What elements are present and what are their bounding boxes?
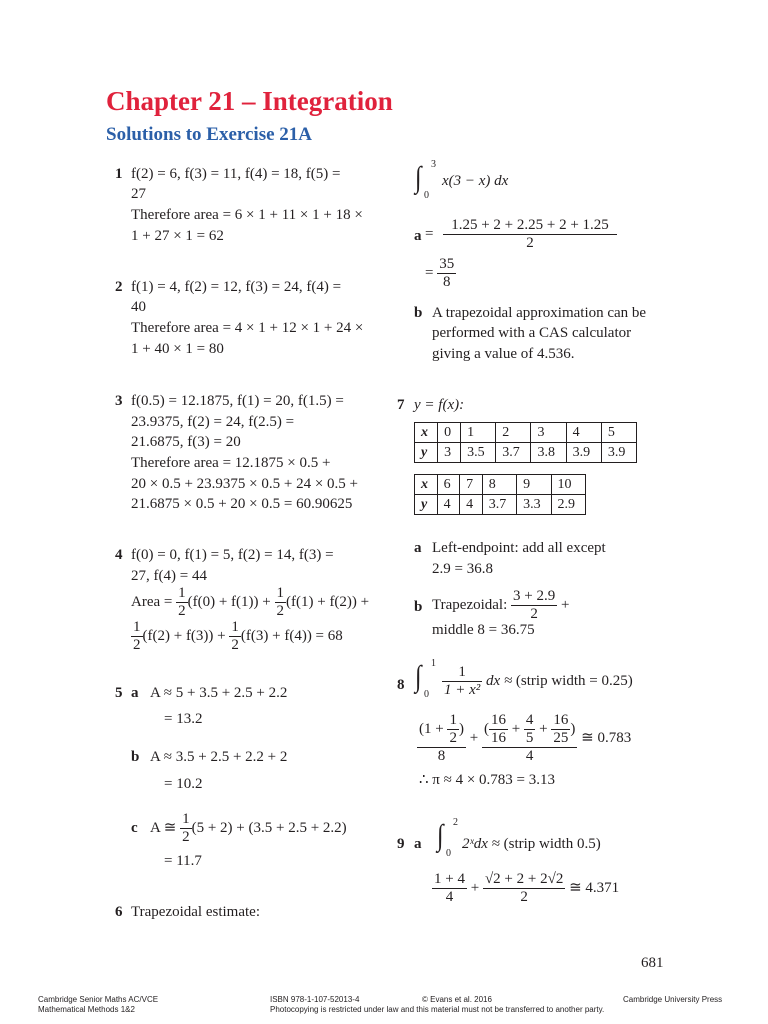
text-line: giving a value of 4.536. <box>432 346 575 362</box>
part-label: a <box>131 685 139 701</box>
table-cell: 0 <box>438 423 461 443</box>
footer-copyright: © Evans et al. 2016 <box>422 995 492 1004</box>
text-line: = 10.2 <box>164 776 203 792</box>
text-line: = $\frac{35}{8}$ <box>425 256 455 291</box>
text-line: Therefore area = 6 × 1 + 11 × 1 + 18 × <box>131 207 363 223</box>
integral-expression: ∫ 2 0 2ˣdx ≈ (strip width 0.5) <box>436 817 601 859</box>
text-line: = 11.7 <box>164 853 202 869</box>
fraction: (1 + $\frac{1}{2}$ ) 8 <box>419 712 464 765</box>
table-cell: 3.7 <box>496 443 531 463</box>
table-cell: x <box>415 423 438 443</box>
fraction: $\frac{√2 + 2 + 2√2}{2}$ <box>484 871 564 906</box>
half-fraction: $\frac{1}{2}$ <box>231 619 239 654</box>
table-cell: 6 <box>437 475 460 495</box>
half-fraction: $\frac{1}{2}$ <box>276 585 284 620</box>
text-line: 21.6875 × 0.5 + 20 × 0.5 = 60.90625 <box>131 496 353 512</box>
text-line: 1 + 40 × 1 = 80 <box>131 341 224 357</box>
text-line: y = f(x): <box>414 397 465 413</box>
table-row <box>415 495 586 515</box>
integral-sign-icon: ∫ <box>414 660 422 693</box>
fraction: $\frac{1.25 + 2 + 2.25 + 2 + 1.25}{2}$ <box>443 217 617 252</box>
table-cell: 10 <box>551 475 585 495</box>
table-cell: 3.7 <box>482 495 516 515</box>
part-label: b <box>414 599 423 615</box>
text-line: 2.9 = 36.8 <box>432 561 493 577</box>
text-line: 1 + 27 × 1 = 62 <box>131 228 224 244</box>
text-line: A ≅ $\frac{1}{2}$ (5 + 2) + (3.5 + 2.5 + 2.2) <box>150 811 347 846</box>
table-cell: 4 <box>460 495 483 515</box>
question-number: 3 <box>115 393 123 409</box>
integral-expression: ∫ 1 0 $\frac{1}{\text{1 + x²}}$ dx ≈ (strip width = 0.25) <box>414 658 633 700</box>
page-number: 681 <box>641 955 664 971</box>
table-row <box>415 475 586 495</box>
table-cell: 4 <box>437 495 460 515</box>
fraction: $\frac{35}{8}$ <box>439 256 455 291</box>
table-cell: 2 <box>496 423 531 443</box>
footer-left-2: Mathematical Methods 1&2 <box>38 1005 135 1014</box>
table-cell: y <box>415 495 438 515</box>
part-label: a <box>414 228 422 244</box>
value-table-2 <box>414 474 586 515</box>
text-line: f(0.5) = 12.1875, f(1) = 20, f(1.5) = <box>131 393 344 409</box>
table-cell: 3.3 <box>517 495 551 515</box>
question-number: 7 <box>397 397 405 413</box>
fraction: ( $\frac{16}{16}$ + $\frac{4}{5}$ + $\frac{16}{25}$ ) 4 <box>483 712 576 765</box>
part-label: c <box>131 820 138 836</box>
table-cell: 8 <box>482 475 516 495</box>
chapter-title: Chapter 21 – Integration <box>106 86 393 116</box>
term: (f(1) + f(2)) + <box>286 594 370 610</box>
text-line: A ≈ 3.5 + 2.5 + 2.2 + 2 <box>150 749 288 765</box>
text-line: f(1) = 4, f(2) = 12, f(3) = 24, f(4) = <box>131 279 342 295</box>
part-label: b <box>414 305 423 321</box>
table-row <box>415 423 637 443</box>
fraction: $\frac{1}{\text{1 + x²}}$ <box>444 664 481 698</box>
text-line: Trapezoidal estimate: <box>131 904 260 920</box>
table-cell: 4 <box>566 423 601 443</box>
question-number: 8 <box>397 677 405 693</box>
table-cell: x <box>415 475 438 495</box>
table-cell: 5 <box>601 423 636 443</box>
text-line: f(0) = 0, f(1) = 5, f(2) = 14, f(3) = <box>131 547 334 563</box>
question-number: 5 <box>115 685 123 701</box>
table-cell: y <box>415 443 438 463</box>
half-fraction: $\frac{1}{2}$ <box>182 811 190 846</box>
text-line: 21.6875, f(3) = 20 <box>131 434 241 450</box>
text-line: ∴ π ≈ 4 × 0.783 = 3.13 <box>419 772 556 788</box>
part-label: b <box>131 749 140 765</box>
question-number: 4 <box>115 547 123 563</box>
text-line: = 13.2 <box>164 711 203 727</box>
text-line: 27 <box>131 186 146 202</box>
exercise-title: Solutions to Exercise 21A <box>106 124 313 145</box>
text-line: A ≈ 5 + 3.5 + 2.5 + 2.2 <box>150 685 288 701</box>
table-cell: 7 <box>460 475 483 495</box>
text-line: Therefore area = 4 × 1 + 12 × 1 + 24 × <box>131 320 364 336</box>
question-number: 1 <box>115 166 123 182</box>
footer-publisher: Cambridge University Press <box>623 995 723 1004</box>
area-label: Area = <box>131 594 173 610</box>
table-cell: 2.9 <box>551 495 585 515</box>
integral-expression: ∫ 3 0 x(3 − x) dx <box>414 159 509 201</box>
text-line: Trapezoidal: $\frac{3 + 2.9}{2}$ + <box>432 588 570 623</box>
footer-isbn: ISBN 978-1-107-52013-4 <box>270 995 360 1004</box>
table-cell: 3.9 <box>601 443 636 463</box>
text-line: Left-endpoint: add all except <box>432 540 606 556</box>
question-number: 6 <box>115 904 123 920</box>
table-row <box>415 443 637 463</box>
area-expression-cont <box>131 616 343 656</box>
table-cell: 1 <box>461 423 496 443</box>
table-cell: 3.8 <box>531 443 566 463</box>
text-line: 23.9375, f(2) = 24, f(2.5) = <box>131 414 295 430</box>
term: (f(0) + f(1)) + <box>187 594 271 610</box>
part-label: a <box>414 836 422 852</box>
value-table-1 <box>414 422 637 463</box>
integral-sign-icon: ∫ <box>436 819 444 852</box>
part-label: a <box>414 540 422 556</box>
trapezoid-sum: $\frac{1 + 4}{4}$ + $\frac{√2 + 2 + 2√2}{2}$ ≅ 4.371 <box>434 871 620 906</box>
text-line: Therefore area = 12.1875 × 0.5 + <box>131 455 331 471</box>
text-line: = $\frac{1.25 + 2 + 2.25 + 2 + 1.25}{2}$ <box>425 214 617 254</box>
text-line: 40 <box>131 299 146 315</box>
text-line: 27, f(4) = 44 <box>131 568 207 584</box>
term: (f(3) + f(4)) = 68 <box>240 628 343 644</box>
text-line: performed with a CAS calculator <box>432 325 632 341</box>
text-line: middle 8 = 36.75 <box>432 622 535 638</box>
table-cell: 3.9 <box>566 443 601 463</box>
term: (f(2) + f(3)) + <box>142 628 226 644</box>
question-number: 9 <box>397 836 405 852</box>
half-fraction: $\frac{1}{2}$ <box>178 585 186 620</box>
table-cell: 3 <box>531 423 566 443</box>
question-number: 2 <box>115 279 123 295</box>
table-cell: 3.5 <box>461 443 496 463</box>
footer-left-1: Cambridge Senior Maths AC/VCE <box>38 995 159 1004</box>
half-fraction: $\frac{1}{2}$ <box>133 619 141 654</box>
table-cell: 9 <box>517 475 551 495</box>
table-cell: 3 <box>438 443 461 463</box>
integral-sign-icon: ∫ <box>414 161 422 194</box>
fraction: $\frac{3 + 2.9}{2}$ <box>513 588 556 623</box>
trapezoid-sum: (1 + $\frac{1}{2}$ ) 8 + ( $\frac{16}{16}$ + $\frac{4}{5}$ + $\frac{16}{25}$ ) 4 ≅ 0.783 <box>419 712 632 765</box>
fraction: $\frac{1 + 4}{4}$ <box>434 871 465 906</box>
text-line: f(2) = 6, f(3) = 11, f(4) = 18, f(5) = <box>131 166 341 182</box>
footer-notice: Photocopying is restricted under law and this material must not be transferred to another party. <box>270 1005 605 1014</box>
text-line: 20 × 0.5 + 23.9375 × 0.5 + 24 × 0.5 + <box>131 476 359 492</box>
text-line: A trapezoidal approximation can be <box>432 305 647 321</box>
